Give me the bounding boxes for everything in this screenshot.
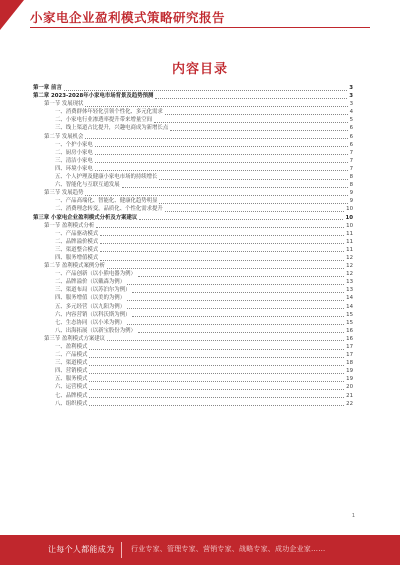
toc-entry-page: 19 [346, 368, 353, 375]
toc-leader-dots [165, 110, 348, 115]
toc-leader-dots [89, 401, 344, 406]
toc-entry[interactable] [33, 254, 353, 262]
toc-entry-label: 二、小家电行业渗透率提升带来增量空间 [55, 117, 153, 124]
toc-entry-page: 7 [349, 149, 353, 156]
toc-entry-page: 7 [349, 157, 353, 164]
toc-entry-label: 二、产品模式 [55, 352, 88, 359]
toc-entry[interactable] [33, 189, 353, 197]
toc-leader-dots [100, 231, 344, 236]
toc-entry[interactable] [33, 100, 353, 108]
report-title: 小家电企业盈利模式策略研究报告 [30, 10, 226, 25]
page-header [0, 0, 400, 30]
toc-entry-page: 8 [349, 174, 353, 181]
toc-entry[interactable] [33, 294, 353, 302]
toc-entry-page: 17 [346, 344, 353, 350]
toc-entry-page: 17 [346, 352, 353, 359]
toc-entry[interactable] [33, 157, 353, 165]
toc-entry-page: 6 [349, 133, 353, 140]
footer-slogan-right: 行业专家、管理专家、营销专家、战略专家、成功企业家…… [131, 545, 326, 553]
toc-entry[interactable] [33, 319, 353, 327]
toc-leader-dots [127, 296, 344, 301]
toc-leader-dots [95, 158, 348, 163]
toc-entry-page: 11 [346, 230, 353, 237]
toc-entry-page: 8 [349, 182, 353, 189]
toc-leader-dots [95, 142, 348, 147]
toc-entry-page: 3 [349, 85, 353, 91]
toc-leader-dots [89, 369, 344, 374]
toc-entry-page: 15 [346, 311, 353, 318]
toc-entry-page: 10 [346, 222, 353, 229]
toc-entry-page: 12 [346, 263, 353, 270]
toc-leader-dots [132, 288, 344, 293]
toc-leader-dots [127, 304, 344, 309]
toc-entry-page: 12 [346, 271, 353, 278]
toc-leader-dots [170, 126, 347, 131]
toc-entry-label: 五、多元经营（以九阳为例） [55, 303, 126, 310]
toc-entry[interactable] [33, 375, 353, 383]
toc-leader-dots [100, 256, 344, 261]
toc-entry-page: 6 [349, 125, 353, 132]
toc-entry-page: 6 [349, 141, 353, 148]
toc-entry-page: 7 [349, 165, 353, 172]
toc-entry[interactable] [33, 108, 353, 116]
toc-leader-dots [89, 385, 344, 390]
toc-heading: 内容目录 [171, 62, 228, 77]
toc-entry[interactable] [33, 367, 353, 375]
page-number: 1 [351, 513, 355, 519]
toc-entry-label: 一、消费群体年轻化引领个性化、多元化需求 [55, 109, 163, 116]
toc-entry[interactable] [33, 303, 353, 311]
toc-leader-dots [89, 345, 344, 350]
toc-entry-label: 五、服务模式 [55, 376, 88, 383]
toc-entry[interactable] [33, 133, 353, 141]
toc-entry-label: 第一章 前言 [33, 85, 62, 91]
toc-entry-page: 20 [346, 384, 353, 391]
toc-entry-page: 12 [346, 254, 353, 261]
toc-entry[interactable] [33, 173, 353, 181]
toc-leader-dots [64, 86, 347, 91]
toc-entry[interactable] [33, 343, 353, 351]
toc-entry[interactable] [33, 383, 353, 391]
toc-entry-page: 21 [346, 392, 353, 399]
toc-entry-label: 三、渠道布局（以苏泊尔为例） [55, 287, 131, 294]
toc-entry-label: 三、清洁小家电 [55, 157, 93, 164]
toc-entry-label: 四、服务增值模式 [55, 254, 99, 261]
header-rule [30, 27, 370, 28]
toc-entry-label: 七、生态协同（以小米为例） [55, 319, 126, 326]
toc-entry[interactable] [33, 141, 353, 149]
toc-entry-page: 16 [346, 327, 353, 334]
toc-entry[interactable] [33, 124, 353, 132]
toc-entry[interactable] [33, 311, 353, 319]
header-corner-decoration [0, 0, 24, 30]
toc-entry-page: 18 [346, 360, 353, 367]
toc-entry-label: 第三章 小家电企业盈利模式分析及方案建议 [33, 214, 138, 221]
toc-entry-label: 一、盈利模式 [55, 344, 88, 350]
table-of-contents [33, 84, 353, 408]
toc-entry[interactable] [33, 84, 353, 92]
toc-leader-dots [122, 183, 348, 188]
toc-entry-label: 三、渠道模式 [55, 360, 88, 367]
toc-entry[interactable] [33, 286, 353, 294]
toc-leader-dots [159, 175, 347, 180]
toc-entry-page: 14 [346, 295, 353, 302]
toc-leader-dots [96, 223, 344, 228]
toc-entry-label: 二、品牌溢价（以戴森为例） [55, 279, 126, 286]
toc-leader-dots [95, 166, 348, 171]
toc-entry-page: 19 [346, 376, 353, 383]
toc-entry-page: 9 [349, 190, 353, 197]
toc-entry-label: 八、组织模式 [55, 400, 88, 407]
toc-entry-page: 4 [349, 109, 353, 116]
toc-entry-label: 六、内容营销（以科沃斯为例） [55, 311, 131, 318]
toc-entry-label: 三、线上渠道占比提升，兴趣电商成为新增长点 [55, 125, 169, 132]
toc-leader-dots [107, 336, 344, 341]
toc-entry-label: 第二节 盈利模式案例分析 [44, 263, 106, 270]
toc-entry-label: 八、出海拓展（以新宝股份为例） [55, 327, 136, 334]
toc-entry[interactable] [33, 197, 353, 205]
toc-entry-label: 二、消费理念转变，品质化、个性化需求提升 [55, 206, 163, 213]
toc-entry-page: 13 [346, 279, 353, 286]
toc-leader-dots [127, 280, 344, 285]
toc-entry[interactable] [33, 335, 353, 343]
toc-leader-dots [138, 272, 344, 277]
toc-leader-dots [89, 377, 344, 382]
toc-leader-dots [139, 215, 343, 220]
toc-leader-dots [95, 150, 348, 155]
toc-entry[interactable] [33, 400, 353, 408]
toc-entry-label: 四、环境小家电 [55, 165, 93, 172]
toc-entry-label: 第三节 盈利模式方案建议 [44, 335, 106, 342]
toc-entry[interactable] [33, 116, 353, 124]
toc-entry[interactable] [33, 181, 353, 189]
toc-leader-dots [85, 191, 347, 196]
toc-entry-label: 一、产品创新（以小熊电器为例） [55, 271, 136, 278]
toc-entry-page: 10 [345, 214, 353, 221]
toc-entry-label: 一、产品高端化、智能化、健康化趋势明显 [55, 198, 158, 205]
toc-leader-dots [165, 207, 344, 212]
toc-entry-label: 一、产品驱动模式 [55, 230, 99, 237]
toc-leader-dots [159, 199, 347, 204]
toc-entry[interactable] [33, 359, 353, 367]
toc-entry[interactable] [33, 92, 353, 100]
toc-entry-page: 3 [349, 101, 353, 108]
toc-entry-label: 六、智能化与互联互通发展 [55, 182, 120, 189]
toc-entry[interactable] [33, 278, 353, 286]
toc-entry-label: 五、个人护理及健康小家电市场的持续增长 [55, 174, 158, 181]
toc-entry[interactable] [33, 222, 353, 230]
toc-leader-dots [138, 328, 344, 333]
toc-leader-dots [89, 361, 344, 366]
toc-entry-label: 七、品牌模式 [55, 392, 88, 399]
toc-entry-label: 二、厨房小家电 [55, 149, 93, 156]
toc-entry-page: 11 [346, 246, 353, 253]
toc-entry-page: 15 [346, 319, 353, 326]
toc-entry-label: 四、服务增值（以美的为例） [55, 295, 126, 302]
toc-entry[interactable] [33, 238, 353, 246]
toc-entry[interactable] [33, 230, 353, 238]
toc-entry-page: 9 [349, 198, 353, 205]
toc-leader-dots [132, 312, 344, 317]
toc-entry[interactable] [33, 205, 353, 213]
toc-leader-dots [85, 102, 347, 107]
toc-leader-dots [154, 118, 348, 123]
toc-entry[interactable] [33, 262, 353, 270]
toc-entry-page: 3 [349, 93, 353, 100]
toc-entry[interactable] [33, 327, 353, 335]
toc-entry-page: 13 [346, 287, 353, 294]
toc-entry-label: 一、个护小家电 [55, 141, 93, 148]
toc-entry-label: 第一节 盈利模式分析 [44, 222, 95, 229]
toc-entry-page: 5 [349, 117, 353, 124]
toc-leader-dots [127, 320, 344, 325]
toc-leader-dots [107, 264, 344, 269]
toc-entry-label: 第二章 2023-2028年小家电市场背景及趋势预测 [33, 93, 154, 100]
toc-entry-page: 14 [346, 303, 353, 310]
toc-leader-dots [155, 94, 347, 99]
toc-entry-label: 第一节 发展现状 [44, 101, 84, 108]
toc-entry[interactable] [33, 351, 353, 359]
page-footer [0, 535, 400, 565]
toc-entry-page: 11 [346, 238, 353, 245]
toc-leader-dots [89, 393, 344, 398]
footer-separator [121, 542, 122, 558]
toc-leader-dots [100, 247, 344, 252]
toc-entry[interactable] [33, 165, 353, 173]
toc-leader-dots [100, 239, 344, 244]
toc-entry[interactable] [33, 392, 353, 400]
footer-slogan-left: 让每个人都能成为 [48, 545, 115, 554]
toc-entry-label: 四、营销模式 [55, 368, 88, 375]
toc-leader-dots [89, 353, 344, 358]
toc-entry-page: 22 [346, 400, 353, 407]
toc-entry[interactable] [33, 214, 353, 222]
toc-entry-label: 六、运营模式 [55, 384, 88, 391]
toc-entry-page: 10 [346, 206, 353, 213]
toc-entry-page: 16 [346, 335, 353, 342]
toc-entry-label: 第二节 发展机会 [44, 133, 84, 140]
toc-entry-label: 第三节 发展趋势 [44, 190, 84, 197]
toc-entry[interactable] [33, 149, 353, 157]
toc-entry[interactable] [33, 246, 353, 254]
toc-entry[interactable] [33, 270, 353, 278]
toc-leader-dots [85, 134, 347, 139]
toc-entry-label: 三、渠道整合模式 [55, 246, 99, 253]
toc-entry-label: 二、品牌溢价模式 [55, 238, 99, 245]
